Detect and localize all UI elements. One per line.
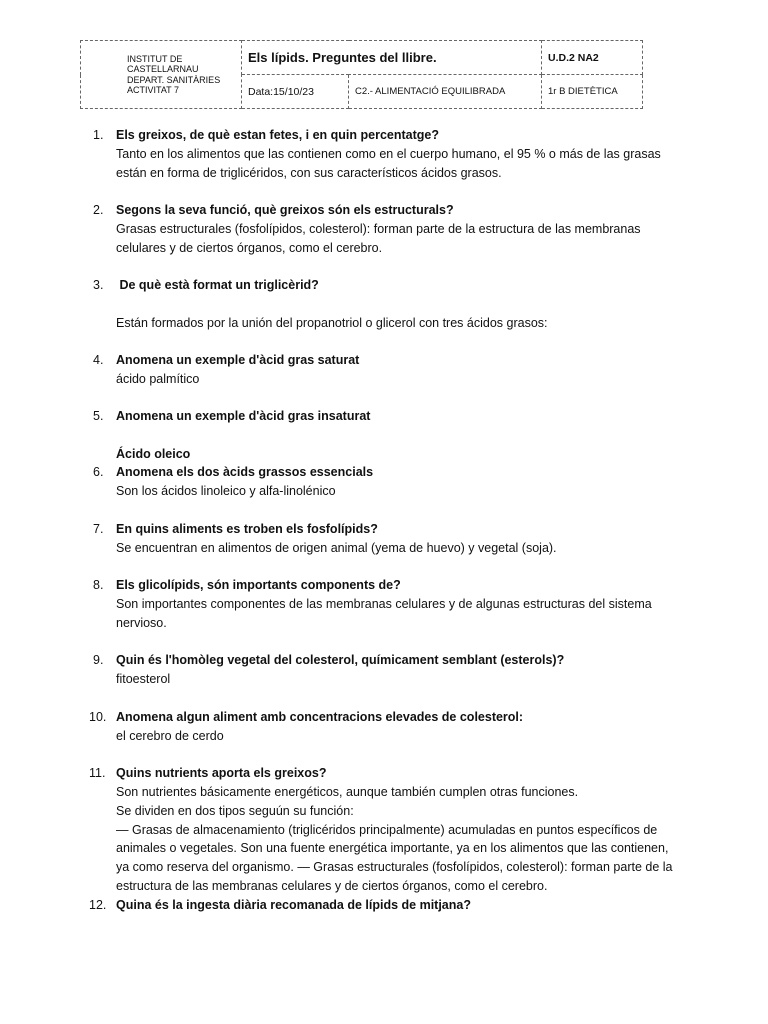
question-number: 1. <box>93 128 104 142</box>
question-text: Anomena un exemple d'àcid gras insaturat <box>116 409 371 423</box>
date-cell: Data:15/10/23 <box>242 75 349 109</box>
answer-line: el cerebro de cerdo <box>116 729 224 743</box>
answer <box>116 727 706 746</box>
answer <box>116 482 706 501</box>
question-text: Quins nutrients aporta els greixos? <box>116 766 327 780</box>
question-text: Quina és la ingesta diària recomanada de lípids de mitjana? <box>116 898 471 912</box>
question-text: Els glicolípids, són importants components de? <box>116 578 401 592</box>
answer <box>116 220 706 258</box>
question-text: En quins aliments es troben els fosfolípids? <box>116 522 378 536</box>
question-number: 9. <box>93 653 104 667</box>
answer <box>116 670 706 689</box>
answer <box>116 445 706 464</box>
question-number: 4. <box>93 353 104 367</box>
answer-line: Tanto en los alimentos que las contienen como en el cuerpo humano, el 95 % o más de las grasas <box>116 147 661 161</box>
question-number: 6. <box>93 465 104 479</box>
question-number: 12. <box>89 898 107 912</box>
answer-line: están en forma de triglicéridos, con sus característicos ácidos grasos. <box>116 165 502 180</box>
question-text: Anomena algun aliment amb concentracions elevades de colesterol: <box>116 710 524 724</box>
answer-line: nervioso. <box>116 615 167 630</box>
institution-line: CASTELLARNAU <box>127 64 199 74</box>
answer <box>116 145 706 183</box>
question-number: 7. <box>93 522 104 536</box>
answer-line: Son nutrientes básicamente energéticos, aunque también cumplen otras funciones. <box>116 785 579 799</box>
answer-line: Se encuentran en alimentos de origen animal (yema de huevo) y vegetal (soja). <box>116 541 557 555</box>
answer-line: ya como reserva del organismo. — Grasas estructurales (fosfolípidos, colesterol): forman parte de la <box>116 860 673 875</box>
answer-line: Ácido oleico <box>116 447 191 461</box>
institution-line: INSTITUT DE <box>127 53 183 64</box>
answer <box>116 539 706 558</box>
header-table <box>80 40 643 109</box>
question-text: Anomena un exemple d'àcid gras saturat <box>116 353 360 367</box>
question-text: Els greixos, de què estan fetes, i en quin percentatge? <box>116 128 440 142</box>
question-number: 2. <box>93 203 104 217</box>
answer-line: fitoesterol <box>116 672 171 686</box>
answer <box>116 370 706 389</box>
institution-line: ACTIVITAT 7 <box>127 85 180 95</box>
document-title: Els lípids. Preguntes del llibre. <box>242 41 542 75</box>
question-text: Anomena els dos àcids grassos essencials <box>116 465 374 479</box>
answer-line: Están formados por la unión del propanotriol o glicerol con tres ácidos grasos: <box>116 316 548 330</box>
answer-line: animales o vegetales. Son una fuente energética importante, ya en los alimentos que las contienen, <box>116 841 669 856</box>
answer <box>116 783 706 896</box>
answer-line: celulares y de ciertos órganos, como el cerebro. <box>116 240 383 255</box>
question-number: 8. <box>93 578 104 592</box>
answer <box>116 595 706 633</box>
question-text: Quin és l'homòleg vegetal del colesterol, químicament semblant (esterols)? <box>116 653 565 667</box>
answer-line: Grasas estructurales (fosfolípidos, colesterol): forman parte de la estructura de las membranas <box>116 222 641 236</box>
institution-block <box>81 41 242 109</box>
question-number: 5. <box>93 409 104 423</box>
institution-line: DEPART. SANITÀRIES <box>127 74 221 85</box>
answer-line: estructura de las membranas celulares y de ciertos órganos, como el cerebro. <box>116 878 548 893</box>
course-cell: 1r B DIETÈTICA <box>542 75 643 109</box>
answer <box>116 314 706 333</box>
question-text: Segons la seva funció, què greixos són els estructurals? <box>116 203 454 217</box>
unit-code: U.D.2 NA2 <box>542 41 643 75</box>
question-text: De què està format un triglicèrid? <box>116 278 319 292</box>
question-number: 11. <box>89 766 106 780</box>
answer-line: ácido palmítico <box>116 372 200 386</box>
question-number: 3. <box>93 278 104 292</box>
answer-line: Se dividen en dos tipos seguún su función: <box>116 803 354 818</box>
answer-line: — Grasas de almacenamiento (triglicéridos principalmente) acumuladas en puntos específicos de <box>116 822 658 837</box>
question-number: 10. <box>89 710 107 724</box>
answer-line: Son importantes componentes de las membranas celulares y de algunas estructuras del sistema <box>116 597 652 611</box>
module-cell: C2.- ALIMENTACIÓ EQUILIBRADA <box>349 75 542 109</box>
answer-line: Son los ácidos linoleico y alfa-linolénico <box>116 484 336 498</box>
